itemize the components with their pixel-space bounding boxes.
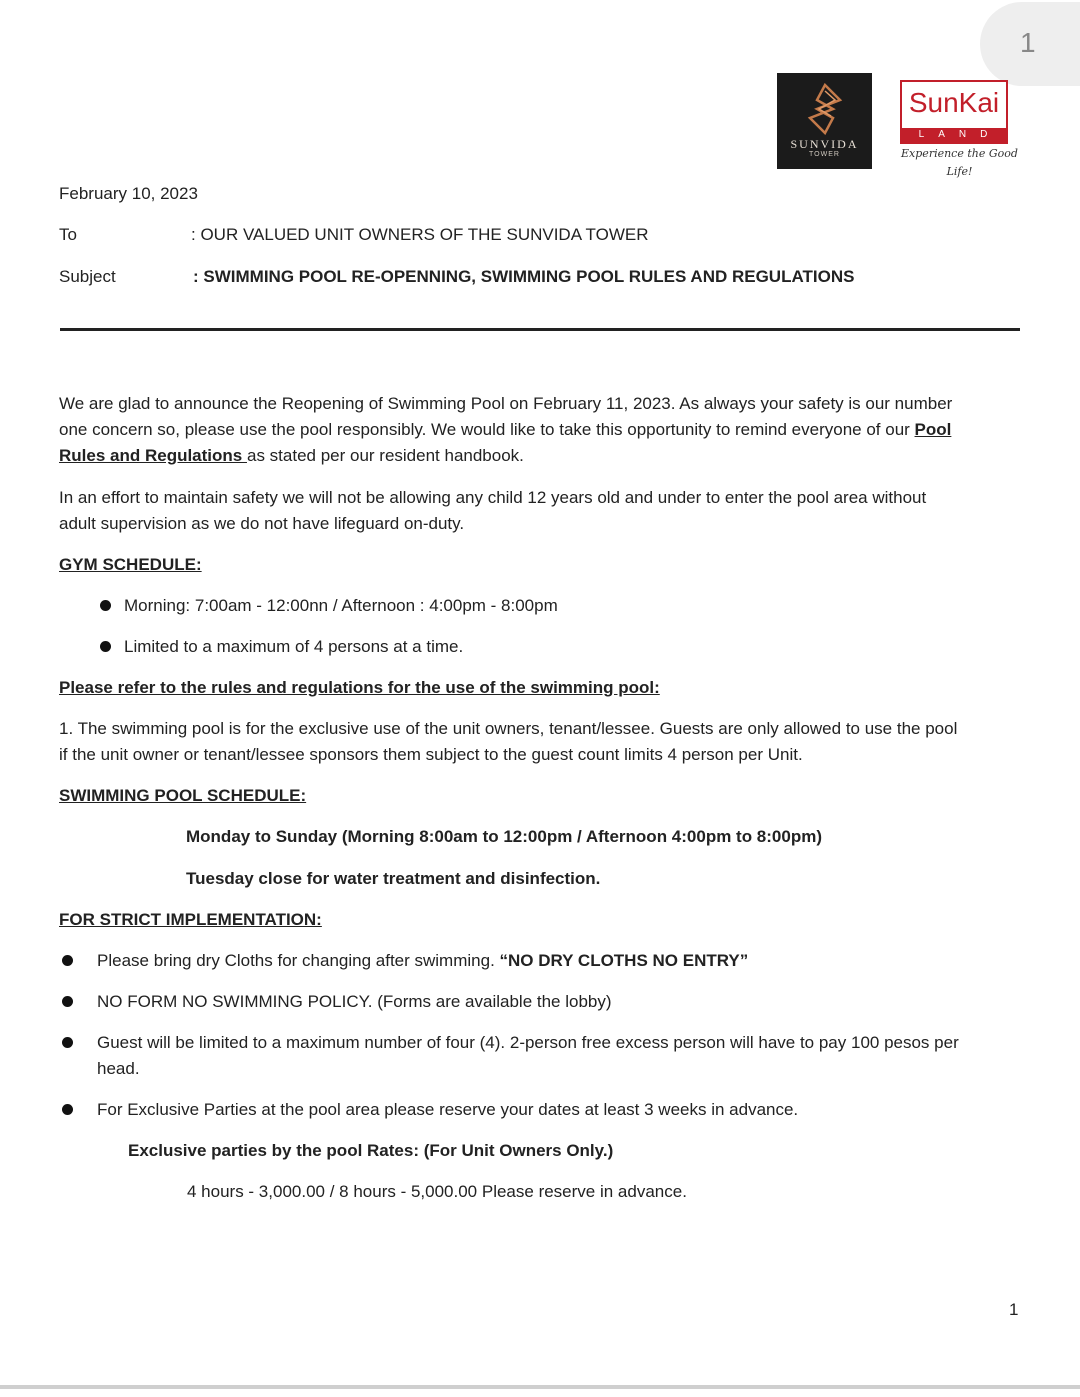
sunkai-logo — [900, 80, 1008, 144]
page-indicator-badge — [980, 2, 1080, 86]
subject-value: : SWIMMING POOL RE-OPENNING, SWIMMING POOL RULES AND REGULATIONS — [193, 267, 855, 286]
sunkai-logo-brand: SunKai — [908, 87, 1000, 118]
sunvida-logo — [777, 73, 872, 169]
sunkai-tagline: Experience the Good Life! — [901, 147, 1018, 178]
sunvida-logo-name: SUNVIDA — [790, 137, 859, 151]
rule-1-line-1: 1. The swimming pool is for the exclusive use of the unit owners, tenant/lessee. Guests are only allowed to use the pool — [59, 719, 958, 738]
strict-item-guest-limit-line-1: Guest will be limited to a maximum number of four (4). 2-person free excess person will have to pay 100 pesos per — [97, 1033, 959, 1052]
strict-item-form-policy: NO FORM NO SWIMMING POLICY. (Forms are available the lobby) — [97, 992, 612, 1011]
rule-1-line-2: if the unit owner or tenant/lessee sponsors them subject to the guest count limits 4 person per Unit. — [59, 745, 803, 764]
pool-schedule-closure: Tuesday close for water treatment and disinfection. — [186, 869, 601, 888]
pool-rules-link-part2[interactable]: Rules and Regulations — [59, 446, 247, 465]
intro-line-1: We are glad to announce the Reopening of Swimming Pool on February 11, 2023. As always your safety is our number — [59, 394, 953, 413]
gym-schedule-heading: GYM SCHEDULE: — [59, 555, 202, 574]
intro-paragraph — [59, 391, 1014, 469]
intro-line-2-text: one concern so, please use the pool responsibly. We would like to take this opportunity to remind everyone of our — [59, 420, 915, 439]
rates-detail: 4 hours - 3,000.00 / 8 hours - 5,000.00 Please reserve in advance. — [187, 1182, 687, 1201]
strict-item-dry-cloths-text: Please bring dry Cloths for changing after swimming. — [97, 951, 500, 970]
strict-item-guest-limit — [97, 1030, 1012, 1082]
page-number: 1 — [1009, 1300, 1019, 1319]
pool-schedule-hours: Monday to Sunday (Morning 8:00am to 12:00pm / Afternoon 4:00pm to 8:00pm) — [186, 827, 822, 846]
strict-item-exclusive-parties: For Exclusive Parties at the pool area please reserve your dates at least 3 weeks in advance. — [97, 1100, 799, 1119]
pool-rules-link-part1[interactable]: Pool — [914, 420, 952, 439]
safety-line-1: In an effort to maintain safety we will not be allowing any child 12 years old and under to enter the pool area without — [59, 488, 927, 507]
intro-line-2 — [59, 417, 1014, 443]
bullet-icon — [100, 641, 111, 652]
to-label: To — [59, 225, 77, 244]
pool-schedule-heading: SWIMMING POOL SCHEDULE: — [59, 786, 307, 805]
safety-line-2: adult supervision as we do not have lifeguard on-duty. — [59, 514, 465, 533]
sunvida-s-icon — [807, 83, 843, 135]
header-divider — [60, 328, 1020, 331]
sunvida-logo-subtitle: TOWER — [809, 151, 840, 158]
strict-item-dry-cloths-emphasis: “NO DRY CLOTHS NO ENTRY” — [499, 951, 749, 970]
strict-implementation-heading: FOR STRICT IMPLEMENTATION: — [59, 910, 322, 929]
rule-1-paragraph — [59, 716, 1014, 768]
gym-item-limit: Limited to a maximum of 4 persons at a time. — [124, 637, 464, 656]
intro-line-3-text: as stated per our resident handbook. — [246, 446, 524, 465]
rules-heading: Please refer to the rules and regulations for the use of the swimming pool: — [59, 678, 660, 697]
gym-item-hours: Morning: 7:00am - 12:00nn / Afternoon : 4:00pm - 8:00pm — [124, 596, 558, 615]
rates-heading: Exclusive parties by the pool Rates: (For Unit Owners Only.) — [128, 1141, 614, 1160]
sunkai-logo-land: LAND — [902, 128, 1006, 142]
page-bottom-edge — [0, 1385, 1080, 1389]
bullet-icon — [62, 1037, 73, 1048]
bullet-icon — [62, 996, 73, 1007]
bullet-icon — [62, 955, 73, 966]
bullet-icon — [100, 600, 111, 611]
bullet-icon — [62, 1104, 73, 1115]
subject-label: Subject — [59, 267, 116, 286]
letter-date: February 10, 2023 — [59, 184, 198, 203]
strict-item-dry-cloths — [97, 948, 748, 974]
page-indicator-number: 1 — [1020, 27, 1036, 58]
strict-item-guest-limit-line-2: head. — [97, 1059, 140, 1078]
intro-line-3 — [59, 443, 1014, 469]
to-value: : OUR VALUED UNIT OWNERS OF THE SUNVIDA TOWER — [191, 225, 649, 244]
safety-paragraph — [59, 485, 1014, 537]
